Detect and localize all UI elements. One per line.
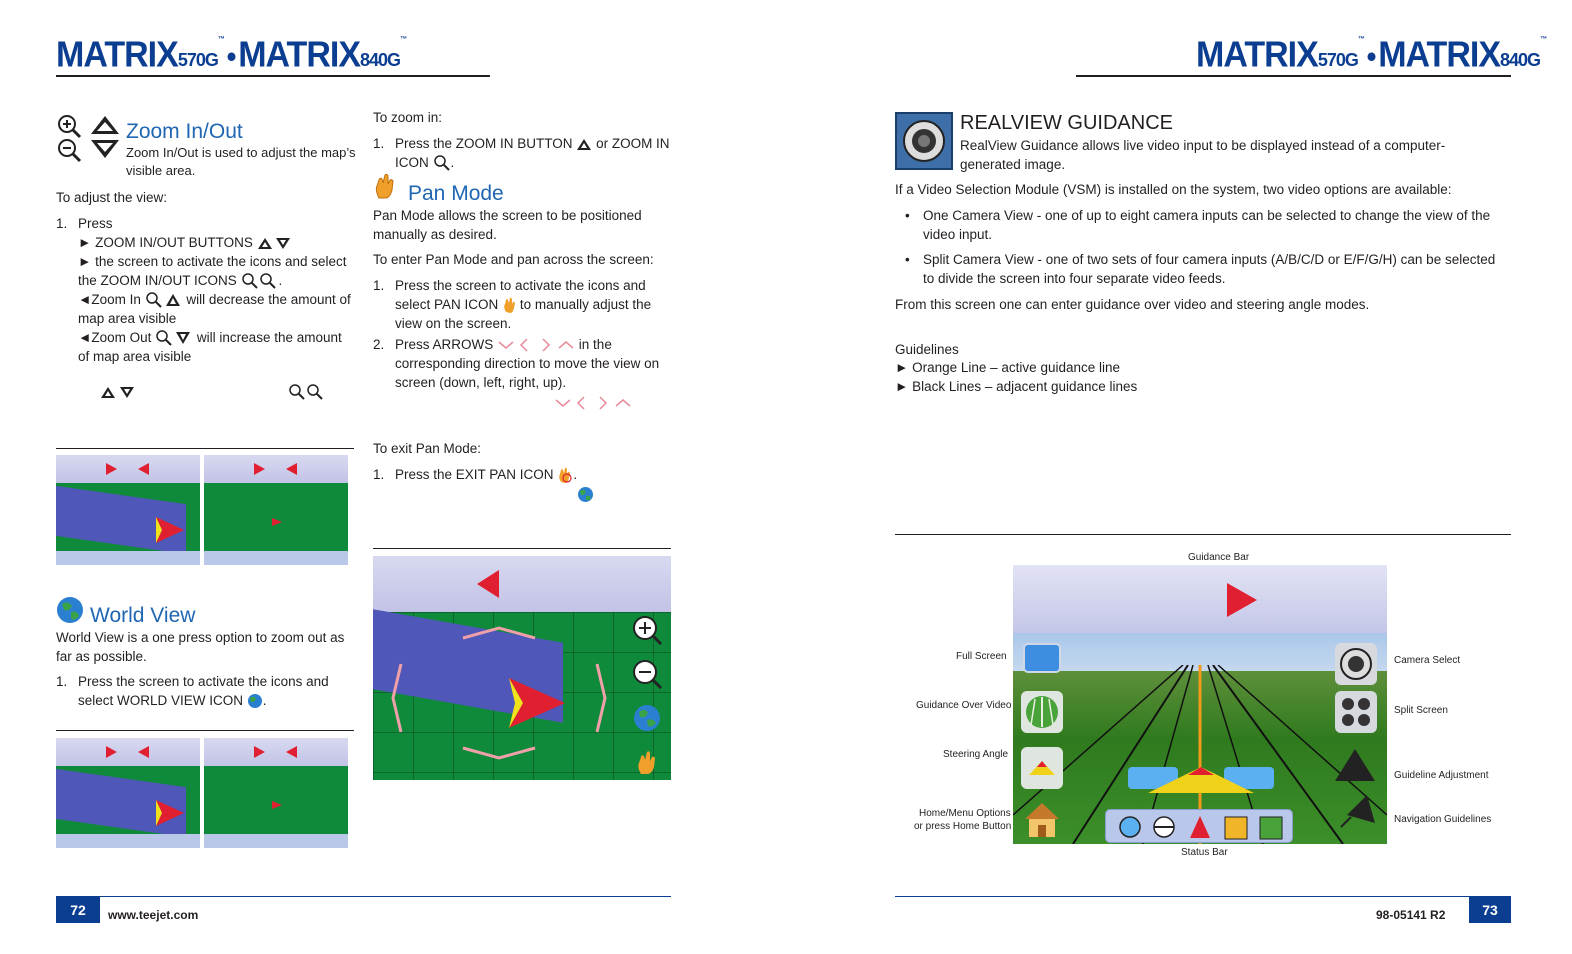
navigation-guidelines-icon[interactable] <box>1337 793 1379 829</box>
world-step-text <box>78 672 356 710</box>
status-bar <box>56 834 200 848</box>
exit-pan-title: To exit Pan Mode: <box>373 441 482 456</box>
page-number-right: 73 <box>1469 897 1511 923</box>
zoom-in-icons <box>145 292 183 308</box>
orange-line-text: ► Orange Line – active guidance line <box>895 360 1121 375</box>
vehicle-icon <box>156 800 186 826</box>
home-menu-label-2: or press Home Button <box>914 821 1012 832</box>
steering-indicator <box>1128 763 1274 799</box>
zoom-description: Zoom In/Out is used to adjust the map’s visible area. <box>126 145 356 178</box>
pan-icon <box>502 297 516 313</box>
zoom-in-step <box>373 134 671 172</box>
status-bar-label: Status Bar <box>1181 847 1228 858</box>
step-number: 2. <box>373 337 385 352</box>
step-zoom-icons-text: ► the screen to activate the icons and select the ZOOM IN/OUT ICONS <box>78 254 347 288</box>
footer-rule-right <box>895 896 1511 897</box>
magnifier-small-icons <box>288 384 328 402</box>
step-number: 1. <box>56 216 68 231</box>
header-rule-right <box>1076 75 1511 77</box>
status-bar-icons <box>1106 810 1294 844</box>
arrow-right-icon <box>254 463 265 475</box>
realview-description: RealView Guidance allows live video input to be displayed instead of a computer-generated image. <box>960 138 1446 172</box>
pan-step-1-text <box>395 276 673 333</box>
section-rule <box>373 548 671 549</box>
camera-select-label: Camera Select <box>1394 655 1461 666</box>
arrow-right-icon <box>1227 583 1257 617</box>
world-view-heading: World View <box>90 604 196 627</box>
vsm-text: If a Video Selection Module (VSM) is installed on the system, two video options are available: <box>895 182 1452 197</box>
step-number: 1. <box>373 467 385 482</box>
full-screen-button[interactable] <box>1023 643 1061 673</box>
pan-step-1 <box>373 276 673 333</box>
pan-arrows-small-icon <box>554 396 634 410</box>
zoom-in-button-icon <box>576 138 592 151</box>
section-rule <box>56 730 354 731</box>
globe-icon <box>56 596 84 624</box>
pan-step-2-a: Press ARROWS <box>395 337 494 352</box>
guidance-bar <box>1013 565 1387 633</box>
guidance-bar <box>204 455 348 483</box>
step-period: . <box>262 693 267 708</box>
world-screen-2 <box>204 738 348 848</box>
vehicle-icon <box>272 801 282 809</box>
zoom-in-magnifier-icon <box>433 155 451 171</box>
step-press: Press <box>78 216 113 231</box>
bullet: • <box>905 252 910 267</box>
status-bar[interactable] <box>1105 809 1293 843</box>
bullet-split-camera <box>905 250 1505 288</box>
guidance-over-video-icon <box>1021 691 1063 733</box>
pan-arrows-overlay <box>373 612 633 780</box>
world-screen-1 <box>56 738 200 848</box>
guideline-adjustment-icon[interactable] <box>1335 749 1377 783</box>
status-bar <box>204 551 348 565</box>
world-step-label: Press the screen to activate the icons and select WORLD VIEW ICON <box>78 674 329 708</box>
brand-header-right: MATRIX570G™ • MATRIX840G™ <box>1196 35 1547 75</box>
step-period: . <box>573 467 578 482</box>
split-screen-icon <box>1335 691 1377 733</box>
arrow-left-icon <box>138 463 149 475</box>
vehicle-icon <box>156 517 186 543</box>
steering-angle-button[interactable] <box>1021 747 1063 789</box>
from-screen-text: From this screen one can enter guidance over video and steering angle modes. <box>895 297 1370 312</box>
arrow-left-icon <box>138 746 149 758</box>
zoom-out-icons <box>155 330 193 346</box>
globe-small-icon <box>577 486 594 503</box>
guidance-over-video-label: Guidance Over Video <box>916 700 1012 711</box>
pan-mode-description: Pan Mode allows the screen to be positioned manually as desired. <box>373 208 642 242</box>
pan-hand-icon <box>373 174 395 200</box>
exit-pan-step-label: Press the EXIT PAN ICON <box>395 467 554 482</box>
navigation-guidelines-label: Navigation Guidelines <box>1394 814 1492 825</box>
home-icon <box>1023 801 1061 839</box>
zoom-in-label: ◄Zoom In <box>78 292 141 307</box>
step-period: . <box>278 273 283 288</box>
split-screen-label: Split Screen <box>1394 705 1448 716</box>
arrow-right-icon <box>106 463 117 475</box>
step-number: 1. <box>373 136 385 151</box>
guidance-bar <box>56 738 200 766</box>
pan-step-2 <box>373 335 673 392</box>
zoom-arrows-small-icon <box>100 386 138 400</box>
zoom-step-1 <box>56 214 356 366</box>
pan-mode-screen <box>373 556 671 780</box>
guideline-adjustment-label: Guideline Adjustment <box>1394 770 1489 781</box>
guidance-bar <box>56 455 200 483</box>
step-number: 1. <box>56 674 68 689</box>
home-menu-label-1: Home/Menu Options <box>919 808 1011 819</box>
pan-step-1-b: to manually adjust the view on the screen. <box>395 297 652 331</box>
exit-pan-step <box>373 465 673 484</box>
bullet-split-camera-text: Split Camera View - one of two sets of four camera inputs (A/B/C/D or E/F/G/H) can be selected to divide the screen into four separate video feeds. <box>923 252 1496 286</box>
exit-pan-step-text <box>395 465 577 484</box>
footer-doc-number: 98-05141 R2 <box>1376 908 1446 922</box>
zoom-heading: Zoom In/Out <box>126 120 243 143</box>
brand-header-left: MATRIX570G™ • MATRIX840G™ <box>56 35 407 75</box>
pan-arrows-icon <box>497 338 575 352</box>
zoom-arrows-icon <box>257 237 291 250</box>
section-rule <box>895 534 1511 535</box>
step-zoom-out <box>78 328 356 366</box>
full-screen-label: Full Screen <box>956 651 1007 662</box>
zoom-in-step-text <box>395 134 671 172</box>
zoom-in-effect: will decrease the amount of map area visible <box>78 292 351 326</box>
zoom-screen-1 <box>56 455 200 565</box>
status-bar <box>56 551 200 565</box>
pan-step-2-b: in the corresponding direction to move the view on screen (down, left, right, up). <box>395 337 660 390</box>
vehicle-icon <box>272 518 282 526</box>
footer-url[interactable]: www.teejet.com <box>108 908 199 922</box>
arrow-right-icon <box>254 746 265 758</box>
arrow-left-icon <box>477 570 499 598</box>
header-rule-left <box>56 75 490 77</box>
guidance-bar <box>373 556 671 612</box>
home-button[interactable] <box>1023 801 1061 839</box>
step-zoom-buttons <box>78 233 356 252</box>
step-zoom-icons <box>78 252 356 290</box>
pan-enter-title: To enter Pan Mode and pan across the screen: <box>373 252 654 267</box>
guidance-bar <box>204 738 348 766</box>
arrow-right-icon <box>106 746 117 758</box>
bullet-one-camera-text: One Camera View - one of up to eight camera inputs can be selected to change the view of the video input. <box>923 208 1491 242</box>
zoom-out-effect: will increase the amount of map area visible <box>78 330 342 364</box>
world-view-description: World View is a one press option to zoom out as far as possible. <box>56 630 345 664</box>
footer-rule-left <box>56 896 671 897</box>
arrow-left-icon <box>286 746 297 758</box>
zoom-out-label: ◄Zoom Out <box>78 330 152 345</box>
pan-step-2-text <box>395 335 673 392</box>
step-number: 1. <box>373 278 385 293</box>
zoom-screen-2 <box>204 455 348 565</box>
black-lines-text: ► Black Lines – adjacent guidance lines <box>895 379 1138 394</box>
zoom-in-out-icon <box>56 114 122 164</box>
camera-select-icon <box>1335 643 1377 685</box>
zoom-in-title: To zoom in: <box>373 110 443 125</box>
arrow-left-icon <box>286 463 297 475</box>
guidelines-label: Guidelines <box>895 342 959 357</box>
exit-pan-icon <box>557 467 573 483</box>
adjust-view-label: To adjust the view: <box>56 190 168 205</box>
guidance-over-video-button[interactable] <box>1021 691 1063 733</box>
step-period: . <box>450 155 455 170</box>
bullet: • <box>905 208 910 223</box>
camera-icon <box>897 114 951 168</box>
globe-icon <box>247 693 263 709</box>
status-bar <box>204 834 348 848</box>
steering-angle-icon <box>1021 747 1063 789</box>
zoom-in-step-b: or ZOOM IN ICON <box>395 136 670 170</box>
zoom-in-step-a: Press the ZOOM IN BUTTON <box>395 136 573 151</box>
realview-screen <box>1013 565 1387 844</box>
guidance-bar-label: Guidance Bar <box>1188 552 1250 563</box>
split-screen-button[interactable] <box>1335 691 1377 733</box>
section-rule <box>56 448 354 449</box>
pan-side-icons <box>627 614 669 780</box>
pan-step-1-a: Press the screen to activate the icons and select PAN ICON <box>395 278 646 312</box>
camera-select-button[interactable] <box>1335 643 1377 685</box>
step-zoom-buttons-text: ► ZOOM IN/OUT BUTTONS <box>78 235 253 250</box>
zoom-icons-group <box>56 114 122 164</box>
bullet-one-camera <box>905 206 1505 244</box>
magnifier-icons <box>241 273 279 289</box>
world-view-step <box>56 672 356 710</box>
camera-select-icon-box <box>895 112 953 170</box>
realview-heading: REALVIEW GUIDANCE <box>960 112 1173 134</box>
page-number-left: 72 <box>56 897 100 923</box>
pan-mode-heading: Pan Mode <box>408 182 504 205</box>
step-zoom-in <box>78 290 356 328</box>
steering-angle-label: Steering Angle <box>943 749 1009 760</box>
